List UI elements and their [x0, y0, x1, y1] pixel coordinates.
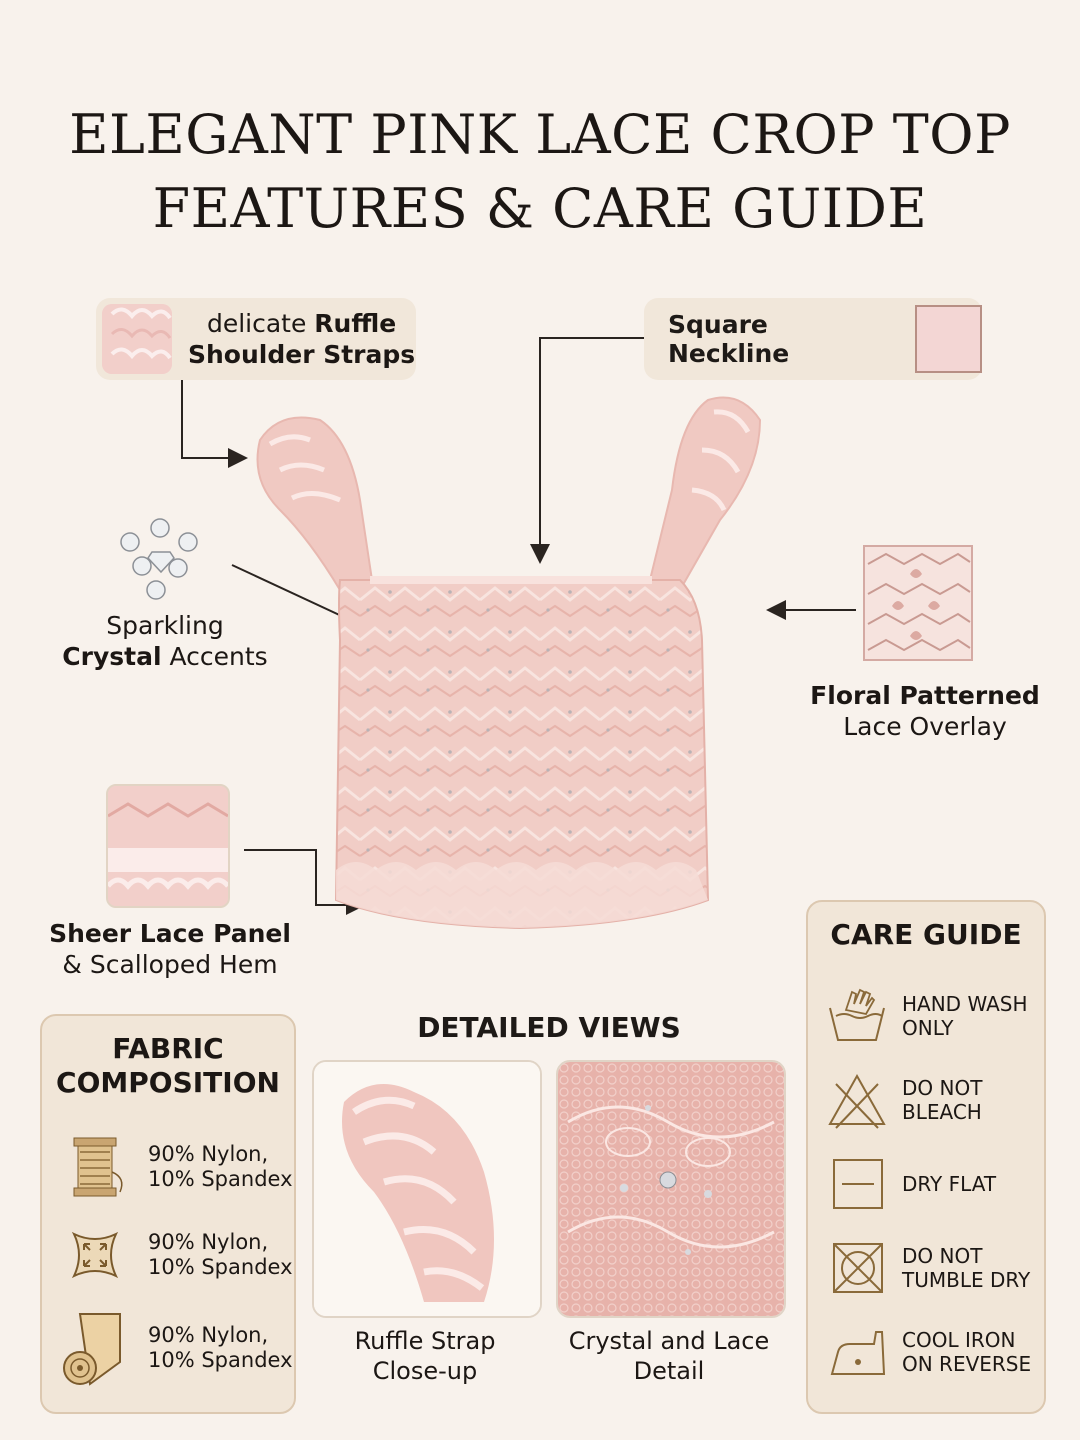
cool-iron-icon	[826, 1322, 888, 1382]
care-item-line1: HAND WASH	[902, 992, 1028, 1016]
page-title-line-2: FEATURES & CARE GUIDE	[152, 177, 928, 240]
fabric-item-line2: 10% Spandex	[148, 1348, 293, 1372]
fabric-title-line1: FABRIC	[112, 1032, 224, 1065]
ruffle-caption-line2: Close-up	[372, 1357, 478, 1385]
crystal-callout-label	[60, 610, 270, 672]
crystal-lace-detail-card	[556, 1060, 786, 1318]
hem-label-line2: & Scalloped Hem	[62, 950, 278, 979]
thread-spool-icon	[60, 1132, 130, 1202]
crystal-caption-line1: Crystal and Lace	[568, 1327, 770, 1355]
crystal-caption-line2: Detail	[633, 1357, 705, 1385]
fabric-item	[60, 1132, 293, 1202]
care-item-line2: ONLY	[902, 1016, 954, 1040]
crystal-label-bold: Crystal	[62, 642, 162, 671]
ruffle-caption-line1: Ruffle Strap	[354, 1327, 496, 1355]
hem-label-bold: Sheer Lace Panel	[49, 919, 291, 948]
care-item	[826, 1070, 982, 1130]
hand-wash-icon	[826, 986, 888, 1046]
fabric-item-line2: 10% Spandex	[148, 1255, 293, 1279]
ruffle-label-line2: Shoulder Straps	[188, 340, 416, 369]
fabric-roll-icon	[60, 1308, 130, 1388]
crystal-label-line1: Sparkling	[106, 611, 224, 640]
crystal-lace-caption	[548, 1326, 790, 1386]
neckline-label: Square Neckline	[668, 310, 790, 368]
ruffle-closeup-caption	[312, 1326, 538, 1386]
fabric-item-line2: 10% Spandex	[148, 1167, 293, 1191]
dry-flat-icon	[826, 1154, 888, 1214]
stretch-arrows-icon	[60, 1220, 130, 1290]
lace-swatch-icon	[862, 544, 974, 662]
care-guide-panel	[806, 900, 1046, 1414]
square-neckline-callout	[644, 298, 982, 380]
fabric-item	[60, 1308, 293, 1388]
care-item	[826, 1154, 996, 1214]
care-item-line1: DO NOT	[902, 1244, 983, 1268]
neckline-swatch	[915, 305, 982, 373]
hem-thumbnail	[106, 784, 230, 908]
ruffle-label-pre: delicate	[206, 309, 315, 338]
ruffle-thumbnail	[102, 304, 172, 374]
fabric-title-line2: COMPOSITION	[56, 1066, 280, 1099]
ruffle-closeup-image	[314, 1062, 540, 1316]
care-item-line2: BLEACH	[902, 1100, 982, 1124]
detailed-views-title: DETAILED VIEWS	[417, 1011, 681, 1044]
care-item	[826, 986, 1028, 1046]
care-item-line2: ON REVERSE	[902, 1352, 1032, 1376]
page-title-line-1: ELEGANT PINK LACE CROP TOP	[69, 103, 1011, 166]
crystal-lace-detail-image	[558, 1062, 784, 1316]
lace-callout-label	[800, 680, 1050, 742]
crop-top-illustration	[240, 380, 800, 960]
lace-label-line2: Lace Overlay	[843, 712, 1007, 741]
care-item	[826, 1238, 1030, 1298]
care-guide-title: CARE GUIDE	[830, 918, 1022, 951]
lace-label-bold: Floral Patterned	[810, 681, 1040, 710]
crystal-label-rest: Accents	[161, 642, 268, 671]
do-not-tumble-dry-icon	[826, 1238, 888, 1298]
care-item	[826, 1322, 1031, 1382]
care-item-line1: DO NOT	[902, 1076, 983, 1100]
ruffle-straps-callout	[96, 298, 416, 380]
do-not-bleach-icon	[826, 1070, 888, 1130]
ruffle-label-bold: Ruffle	[314, 309, 397, 338]
ruffle-closeup-card	[312, 1060, 542, 1318]
care-item-line1: COOL IRON	[902, 1328, 1016, 1352]
fabric-item	[60, 1220, 293, 1290]
crystals-icon	[116, 514, 226, 604]
fabric-item-line1: 90% Nylon,	[148, 1230, 269, 1254]
care-item-line1: DRY FLAT	[902, 1172, 997, 1196]
fabric-item-line1: 90% Nylon,	[148, 1142, 269, 1166]
fabric-item-line1: 90% Nylon,	[148, 1323, 269, 1347]
care-item-line2: TUMBLE DRY	[902, 1268, 1031, 1292]
fabric-composition-panel	[40, 1014, 296, 1414]
